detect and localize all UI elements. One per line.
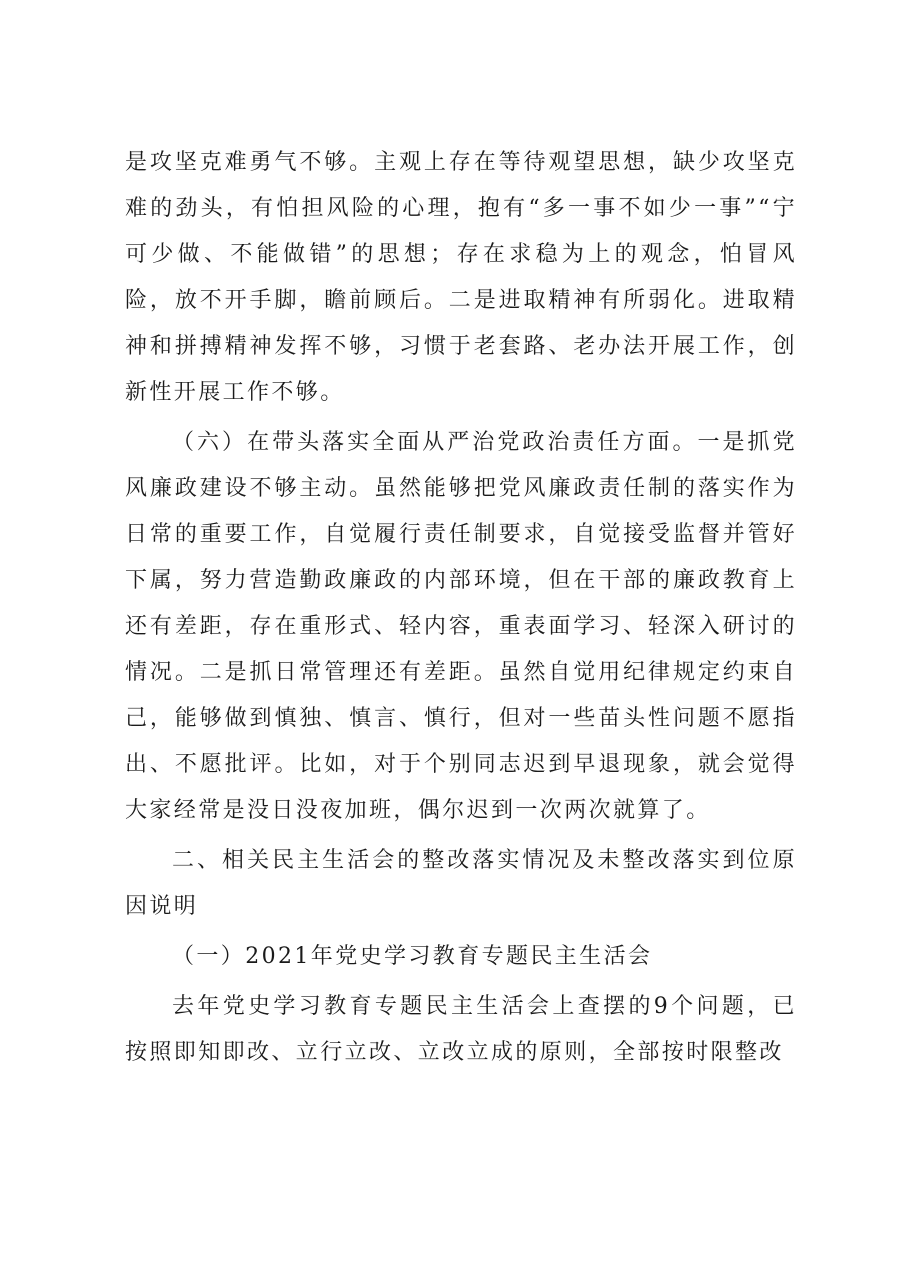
section-heading-two: 二、相关民主生活会的整改落实情况及未整改落实到位原因说明 [125, 848, 797, 919]
paragraph-continuation: 是攻坚克难勇气不够。主观上存在等待观望思想，缺少攻坚克难的劲头，有怕担风险的心理，抱有“多一事不如少一事”“宁可少做、不能做错”的思想；存在求稳为上的观念，怕冒风险，放不开手脚，瞻前顾后。二是进取精神有所弱化。进取精神和拼搏精神发挥不够，习惯于老套路、老办法开展工作，创新性开展工作不够。 [125, 150, 797, 405]
subsection-heading-one: （一）2021年党史学习教育专题民主生活会 [172, 944, 653, 969]
paragraph-section-six: （六）在带头落实全面从严治党政治责任方面。一是抓党风廉政建设不够主动。虽然能够把党风廉政责任制的落实作为日常的重要工作，自觉履行责任制要求，自觉接受监督并管好下属，努力营造勤政廉政的内部环境，但在干部的廉政教育上还有差距，存在重形式、轻内容，重表面学习、轻深入研讨的情况。二是抓日常管理还有差距。虽然自觉用纪律规定约束自己，能够做到慎独、慎言、慎行，但对一些苗头性问题不愿指出、不愿批评。比如，对于个别同志迟到早退现象，就会觉得大家经常是没日没夜加班，偶尔迟到一次两次就算了。 [125, 430, 797, 823]
paragraph-rectification: 去年党史学习教育专题民主生活会上查摆的9个问题，已按照即知即改、立行立改、立改立成的原则，全部按时限整改 [125, 994, 797, 1065]
document-body [125, 140, 797, 1076]
